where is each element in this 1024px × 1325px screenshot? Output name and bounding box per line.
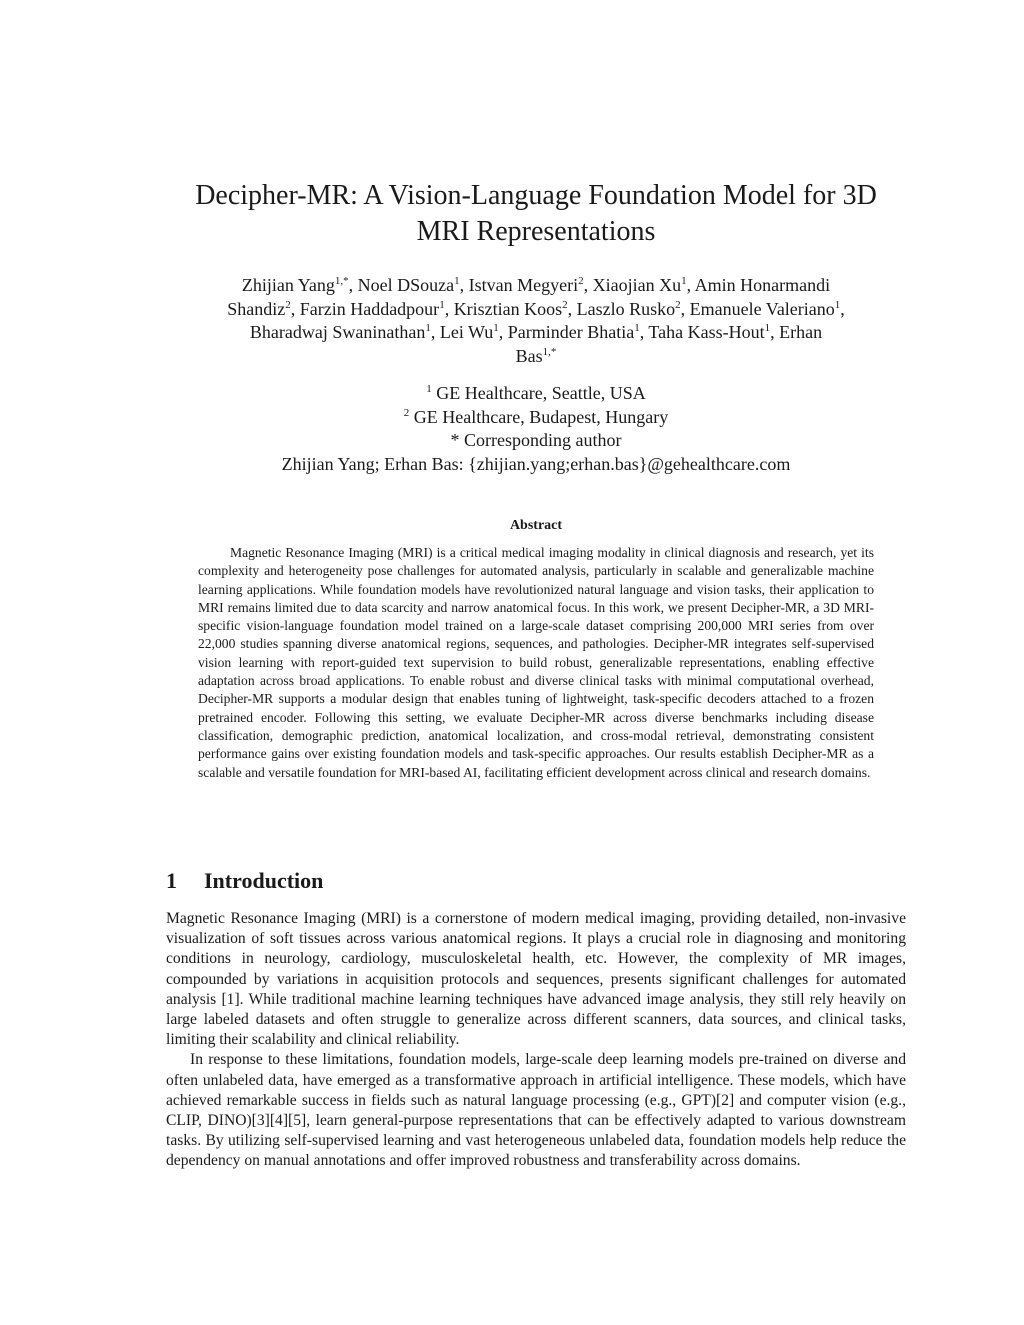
author-line: Bharadwaj Swaninathan$^1$, Lei Wu$^1$, Parminder Bhatia$^1$, Taha Kass-Hout$^1$, Erhan [249, 322, 823, 342]
corresponding-author-note: * Corresponding author [450, 430, 622, 450]
introduction-body [166, 909, 906, 1172]
contact-emails: Zhijian Yang; Erhan Bas: {zhijian.yang;erhan.bas}@gehealthcare.com [281, 453, 791, 474]
author-line: Zhijian Yang$^{1,*}$, Noel DSouza$^1$, Istvan Megyeri$^2$, Xiaojian Xu$^1$, Amin Honarmandi [241, 275, 831, 295]
author-line: Bas$^{1,*}$ [515, 345, 557, 366]
section-heading-introduction [166, 868, 906, 894]
abstract-text: Magnetic Resonance Imaging (MRI) is a critical medical imaging modality in clinical diagnosis and research, yet its complexity and heterogeneity pose challenges for automated analysis, particularly in scalable and generalizable machine learning applications. While foundation models have revolutionized natural language and vision tasks, their application to MRI remains limited due to data scarcity and narrow anatomical focus. In this work, we present Decipher-MR, a 3D MRI-specific vision-language foundation model trained on a large-scale dataset comprising 200,000 MRI series from over 22,000 studies spanning diverse anatomical regions, sequences, and pathologies. Decipher-MR integrates self-supervised vision learning with report-guided text supervision to build robust, generalizable representations, enabling effective adaptation across broad applications. To enable robust and diverse clinical tasks with minimal computational overhead, Decipher-MR supports a modular design that enables tuning of lightweight, task-specific decoders attached to a frozen pretrained encoder. Following this setting, we evaluate Decipher-MR across diverse benchmarks including disease classification, demographic prediction, anatomical localization, and cross-modal retrieval, demonstrating consistent performance gains over existing foundation models and task-specific approaches. Our results establish Decipher-MR as a scalable and versatile foundation for MRI-based AI, facilitating efficient development across clinical and research domains. [198, 545, 874, 780]
arxiv-identifier-stamp [8, 370, 68, 960]
affiliation-seattle: $^1$ GE Healthcare, Seattle, USA [426, 383, 646, 403]
affiliation-list [166, 382, 906, 476]
section-title: Introduction [204, 868, 324, 893]
author-list [166, 274, 906, 368]
paragraph: Magnetic Resonance Imaging (MRI) is a cornerstone of modern medical imaging, providing detailed, non-invasive visualization of soft tissues across various anatomical regions. It plays a crucial role in diagnosing and monitoring conditions in neurology, cardiology, musculoskeletal health, etc. However, the complexity of MR images, compounded by variations in acquisition protocols and sequences, presents significant challenges for automated analysis [1]. While traditional machine learning techniques have advanced image analysis, they still rely heavily on large labeled datasets and often struggle to generalize across different scanners, data sources, and clinical tasks, limiting their scalability and clinical reliability. [166, 910, 906, 1049]
affiliation-budapest: $^2$ GE Healthcare, Budapest, Hungary [403, 406, 669, 427]
paper-title: Decipher-MR: A Vision-Language Foundation Model for 3D MRI Representations [195, 180, 877, 247]
abstract-heading: Abstract [509, 518, 563, 533]
paragraph: In response to these limitations, foundation models, large-scale deep learning models pre-trained on diverse and often unlabeled data, have emerged as a transformative approach in artificial intelligence. These models, which have achieved remarkable success in fields such as natural language processing (e.g., GPT)[2] and computer vision (e.g., CLIP, DINO)[3][4][5], learn general-purpose representations that can be effectively adapted to various downstream tasks. By utilizing self-supervised learning and vast heterogeneous unlabeled data, foundation models help reduce the dependency on manual annotations and offer improved robustness and transferability across domains. [166, 1051, 906, 1170]
author-line: Shandiz$^2$, Farzin Haddadpour$^1$, Krisztian Koos$^2$, Laszlo Rusko$^2$, Emanuele Valeriano$^1$, [227, 298, 845, 319]
section-number: 1 [166, 868, 177, 893]
